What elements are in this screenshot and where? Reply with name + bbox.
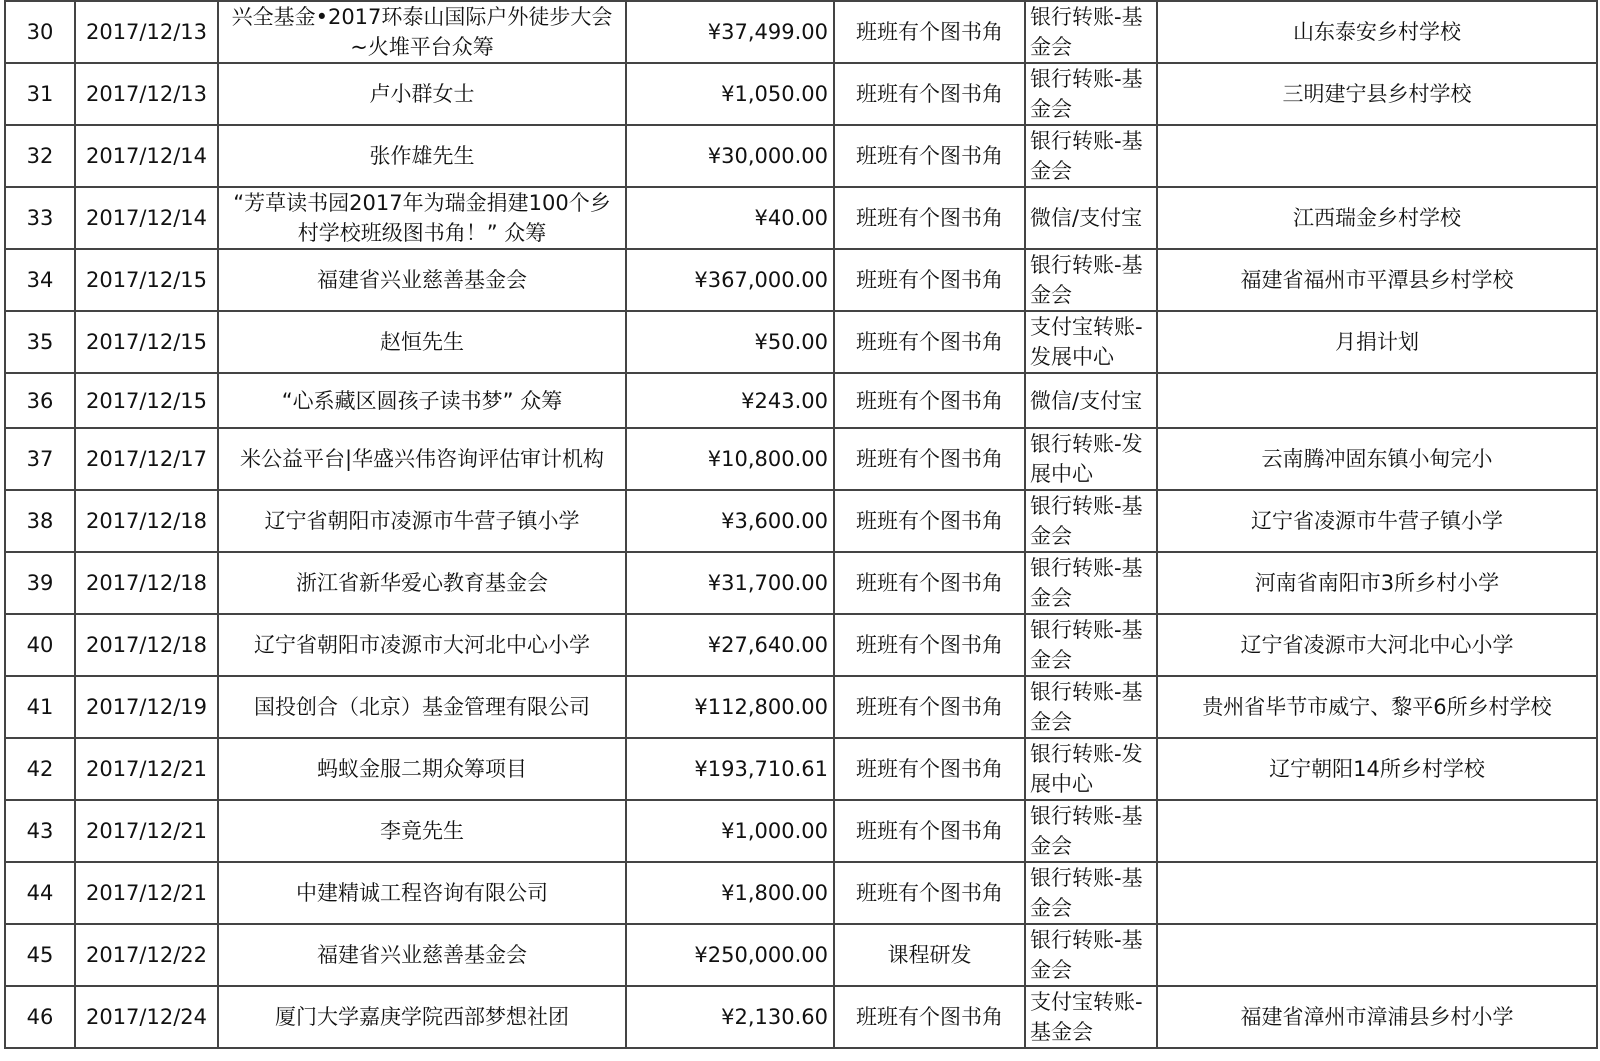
cell-date: 2017/12/19 bbox=[75, 676, 218, 738]
cell-number: 44 bbox=[5, 862, 75, 924]
cell-amount: ¥243.00 bbox=[626, 373, 834, 428]
cell-date: 2017/12/18 bbox=[75, 614, 218, 676]
cell-project: 班班有个图书角 bbox=[834, 63, 1025, 125]
cell-project: 班班有个图书角 bbox=[834, 676, 1025, 738]
cell-number: 41 bbox=[5, 676, 75, 738]
cell-date: 2017/12/15 bbox=[75, 373, 218, 428]
table-row bbox=[5, 552, 1597, 614]
cell-date: 2017/12/15 bbox=[75, 249, 218, 311]
table-row bbox=[5, 986, 1597, 1048]
cell-date: 2017/12/18 bbox=[75, 490, 218, 552]
table-row bbox=[5, 125, 1597, 187]
cell-beneficiary: 辽宁省凌源市大河北中心小学 bbox=[1157, 614, 1597, 676]
table-row bbox=[5, 676, 1597, 738]
cell-amount: ¥2,130.60 bbox=[626, 986, 834, 1048]
table-row bbox=[5, 249, 1597, 311]
cell-beneficiary bbox=[1157, 373, 1597, 428]
cell-payment-method: 支付宝转账-基金会 bbox=[1025, 986, 1157, 1048]
cell-number: 45 bbox=[5, 924, 75, 986]
cell-payment-method: 微信/支付宝 bbox=[1025, 187, 1157, 249]
cell-donor: “心系藏区圆孩子读书梦” 众筹 bbox=[218, 373, 626, 428]
table-row bbox=[5, 1, 1597, 63]
cell-payment-method: 银行转账-基金会 bbox=[1025, 800, 1157, 862]
table-row bbox=[5, 187, 1597, 249]
table-row bbox=[5, 311, 1597, 373]
cell-amount: ¥40.00 bbox=[626, 187, 834, 249]
cell-beneficiary: 福建省漳州市漳浦县乡村小学 bbox=[1157, 986, 1597, 1048]
cell-donor: 米公益平台|华盛兴伟咨询评估审计机构 bbox=[218, 428, 626, 490]
cell-project: 班班有个图书角 bbox=[834, 986, 1025, 1048]
cell-payment-method: 银行转账-基金会 bbox=[1025, 125, 1157, 187]
cell-donor: 李竟先生 bbox=[218, 800, 626, 862]
cell-amount: ¥3,600.00 bbox=[626, 490, 834, 552]
cell-beneficiary: 山东泰安乡村学校 bbox=[1157, 1, 1597, 63]
cell-date: 2017/12/21 bbox=[75, 862, 218, 924]
cell-number: 32 bbox=[5, 125, 75, 187]
cell-number: 43 bbox=[5, 800, 75, 862]
cell-project: 班班有个图书角 bbox=[834, 862, 1025, 924]
cell-date: 2017/12/21 bbox=[75, 738, 218, 800]
cell-number: 37 bbox=[5, 428, 75, 490]
cell-payment-method: 银行转账-基金会 bbox=[1025, 614, 1157, 676]
cell-project: 课程研发 bbox=[834, 924, 1025, 986]
cell-payment-method: 银行转账-发展中心 bbox=[1025, 738, 1157, 800]
cell-donor: 福建省兴业慈善基金会 bbox=[218, 249, 626, 311]
cell-amount: ¥10,800.00 bbox=[626, 428, 834, 490]
cell-date: 2017/12/24 bbox=[75, 986, 218, 1048]
table-row bbox=[5, 738, 1597, 800]
cell-number: 30 bbox=[5, 1, 75, 63]
cell-number: 31 bbox=[5, 63, 75, 125]
cell-beneficiary: 江西瑞金乡村学校 bbox=[1157, 187, 1597, 249]
cell-payment-method: 银行转账-发展中心 bbox=[1025, 428, 1157, 490]
cell-amount: ¥30,000.00 bbox=[626, 125, 834, 187]
table-body bbox=[5, 1, 1597, 1048]
table-row bbox=[5, 924, 1597, 986]
cell-beneficiary: 月捐计划 bbox=[1157, 311, 1597, 373]
cell-beneficiary: 辽宁省凌源市牛营子镇小学 bbox=[1157, 490, 1597, 552]
cell-number: 42 bbox=[5, 738, 75, 800]
cell-donor: 蚂蚁金服二期众筹项目 bbox=[218, 738, 626, 800]
cell-project: 班班有个图书角 bbox=[834, 428, 1025, 490]
cell-amount: ¥193,710.61 bbox=[626, 738, 834, 800]
cell-donor: 中建精诚工程咨询有限公司 bbox=[218, 862, 626, 924]
cell-payment-method: 支付宝转账-发展中心 bbox=[1025, 311, 1157, 373]
cell-donor: 兴全基金•2017环泰山国际户外徒步大会~火堆平台众筹 bbox=[218, 1, 626, 63]
cell-number: 34 bbox=[5, 249, 75, 311]
cell-donor: 福建省兴业慈善基金会 bbox=[218, 924, 626, 986]
cell-beneficiary: 贵州省毕节市威宁、黎平6所乡村学校 bbox=[1157, 676, 1597, 738]
cell-amount: ¥1,800.00 bbox=[626, 862, 834, 924]
cell-donor: 浙江省新华爱心教育基金会 bbox=[218, 552, 626, 614]
cell-beneficiary: 福建省福州市平潭县乡村学校 bbox=[1157, 249, 1597, 311]
cell-donor: “芳草读书园2017年为瑞金捐建100个乡村学校班级图书角！” 众筹 bbox=[218, 187, 626, 249]
cell-date: 2017/12/17 bbox=[75, 428, 218, 490]
cell-amount: ¥1,000.00 bbox=[626, 800, 834, 862]
cell-number: 40 bbox=[5, 614, 75, 676]
cell-amount: ¥27,640.00 bbox=[626, 614, 834, 676]
cell-date: 2017/12/13 bbox=[75, 63, 218, 125]
table-row bbox=[5, 490, 1597, 552]
cell-beneficiary: 辽宁朝阳14所乡村学校 bbox=[1157, 738, 1597, 800]
cell-amount: ¥367,000.00 bbox=[626, 249, 834, 311]
cell-payment-method: 银行转账-基金会 bbox=[1025, 490, 1157, 552]
cell-beneficiary bbox=[1157, 800, 1597, 862]
cell-amount: ¥250,000.00 bbox=[626, 924, 834, 986]
cell-payment-method: 银行转账-基金会 bbox=[1025, 552, 1157, 614]
cell-payment-method: 银行转账-基金会 bbox=[1025, 1, 1157, 63]
cell-payment-method: 银行转账-基金会 bbox=[1025, 249, 1157, 311]
cell-beneficiary: 云南腾冲固东镇小甸完小 bbox=[1157, 428, 1597, 490]
cell-donor: 赵恒先生 bbox=[218, 311, 626, 373]
cell-project: 班班有个图书角 bbox=[834, 800, 1025, 862]
cell-donor: 国投创合（北京）基金管理有限公司 bbox=[218, 676, 626, 738]
cell-project: 班班有个图书角 bbox=[834, 1, 1025, 63]
cell-date: 2017/12/21 bbox=[75, 800, 218, 862]
cell-payment-method: 银行转账-基金会 bbox=[1025, 862, 1157, 924]
cell-number: 46 bbox=[5, 986, 75, 1048]
table-row bbox=[5, 63, 1597, 125]
table-row bbox=[5, 862, 1597, 924]
cell-amount: ¥31,700.00 bbox=[626, 552, 834, 614]
cell-donor: 辽宁省朝阳市凌源市牛营子镇小学 bbox=[218, 490, 626, 552]
cell-project: 班班有个图书角 bbox=[834, 373, 1025, 428]
cell-date: 2017/12/14 bbox=[75, 187, 218, 249]
cell-date: 2017/12/18 bbox=[75, 552, 218, 614]
cell-donor: 厦门大学嘉庚学院西部梦想社团 bbox=[218, 986, 626, 1048]
table-row bbox=[5, 428, 1597, 490]
cell-payment-method: 微信/支付宝 bbox=[1025, 373, 1157, 428]
cell-number: 35 bbox=[5, 311, 75, 373]
cell-beneficiary: 三明建宁县乡村学校 bbox=[1157, 63, 1597, 125]
cell-amount: ¥37,499.00 bbox=[626, 1, 834, 63]
cell-beneficiary bbox=[1157, 125, 1597, 187]
cell-project: 班班有个图书角 bbox=[834, 614, 1025, 676]
cell-payment-method: 银行转账-基金会 bbox=[1025, 924, 1157, 986]
cell-date: 2017/12/13 bbox=[75, 1, 218, 63]
cell-project: 班班有个图书角 bbox=[834, 125, 1025, 187]
cell-amount: ¥50.00 bbox=[626, 311, 834, 373]
cell-donor: 张作雄先生 bbox=[218, 125, 626, 187]
donation-table bbox=[4, 0, 1598, 1049]
cell-number: 36 bbox=[5, 373, 75, 428]
table-row bbox=[5, 800, 1597, 862]
cell-number: 39 bbox=[5, 552, 75, 614]
cell-number: 33 bbox=[5, 187, 75, 249]
cell-project: 班班有个图书角 bbox=[834, 738, 1025, 800]
table-row bbox=[5, 614, 1597, 676]
cell-donor: 卢小群女士 bbox=[218, 63, 626, 125]
cell-date: 2017/12/14 bbox=[75, 125, 218, 187]
cell-project: 班班有个图书角 bbox=[834, 187, 1025, 249]
cell-donor: 辽宁省朝阳市凌源市大河北中心小学 bbox=[218, 614, 626, 676]
cell-amount: ¥112,800.00 bbox=[626, 676, 834, 738]
cell-beneficiary: 河南省南阳市3所乡村小学 bbox=[1157, 552, 1597, 614]
cell-amount: ¥1,050.00 bbox=[626, 63, 834, 125]
cell-date: 2017/12/22 bbox=[75, 924, 218, 986]
cell-project: 班班有个图书角 bbox=[834, 249, 1025, 311]
cell-project: 班班有个图书角 bbox=[834, 552, 1025, 614]
cell-beneficiary bbox=[1157, 924, 1597, 986]
table-row bbox=[5, 373, 1597, 428]
cell-payment-method: 银行转账-基金会 bbox=[1025, 63, 1157, 125]
cell-project: 班班有个图书角 bbox=[834, 490, 1025, 552]
cell-payment-method: 银行转账-基金会 bbox=[1025, 676, 1157, 738]
cell-beneficiary bbox=[1157, 862, 1597, 924]
cell-date: 2017/12/15 bbox=[75, 311, 218, 373]
cell-project: 班班有个图书角 bbox=[834, 311, 1025, 373]
cell-number: 38 bbox=[5, 490, 75, 552]
